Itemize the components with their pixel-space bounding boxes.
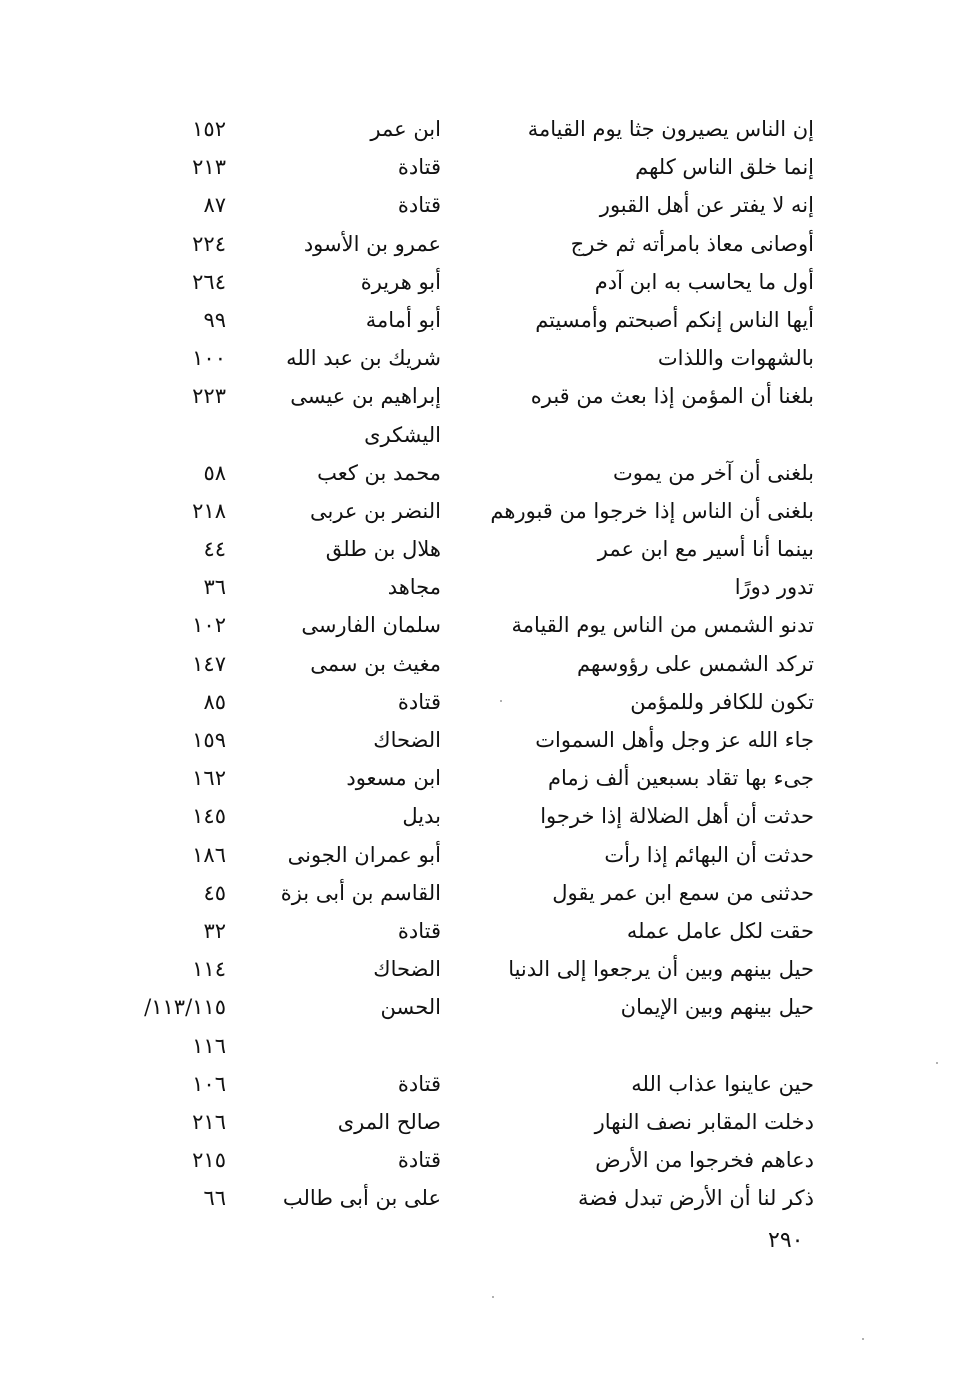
index-row (110, 416, 826, 454)
narrator-name: ابن عمر (370, 117, 441, 141)
page-reference: ١١٤ (192, 957, 226, 982)
hadith-opening-text: حقت لكل عامل عمله (626, 918, 814, 943)
index-row (110, 225, 826, 263)
hadith-opening-text: جىء بها تقاد بسبعين ألف زمام (547, 766, 814, 791)
narrator-name: القاسم بن أبى بزة (280, 880, 441, 905)
index-row (110, 186, 826, 224)
narrator-name: أبو هريرة (360, 269, 441, 294)
index-row (110, 1141, 826, 1179)
narrator-name: النضر بن عربى (309, 498, 441, 523)
hadith-opening-text: بلغنا أن المؤمن إذا بعث من قبره (530, 384, 814, 409)
hadith-opening-text: أول ما يحاسب به ابن آدم (594, 269, 814, 294)
index-row (110, 1103, 826, 1141)
hadith-opening-text: تركد الشمس على رؤوسهم (576, 651, 814, 676)
narrator-name: مغيث بن سمى (310, 651, 441, 676)
narrator-name: عمرو بن الأسود (303, 231, 441, 256)
page-reference: ٥٨ (203, 460, 226, 485)
index-row (110, 339, 826, 377)
index-row (110, 301, 826, 339)
index-row (110, 530, 826, 568)
index-row (110, 874, 826, 912)
index-row (110, 950, 826, 988)
hadith-opening-text: بينما أنا أسير مع ابن عمر (597, 537, 814, 562)
index-row (110, 683, 826, 721)
page-reference: ٤٤ (203, 537, 226, 562)
hadith-opening-text: حين عاينوا عذاب الله (631, 1071, 814, 1096)
page-reference: ٦٦ (203, 1186, 226, 1211)
narrator-name: اليشكرى (364, 422, 441, 447)
page-reference: ٢١٥ (192, 1148, 226, 1173)
page-reference: ٢١٨ (192, 498, 226, 523)
narrator-name: أبو عمران الجونى (287, 842, 441, 867)
index-row (110, 568, 826, 606)
hadith-opening-text: أيها الناس إنكم أصبحتم وأمسيتم (535, 307, 814, 332)
page-reference: ٢١٣ (192, 155, 226, 180)
hadith-opening-text: تكون للكافر وللمؤمن (630, 689, 814, 714)
index-row (110, 454, 826, 492)
index-row (110, 759, 826, 797)
narrator-name: هلال بن طلق (325, 537, 441, 562)
narrator-name: الضحاك (373, 728, 441, 752)
index-row (110, 836, 826, 874)
page-number: ٢٩٠ (768, 1228, 804, 1253)
narrator-name: الضحاك (373, 957, 441, 982)
narrator-name: صالح المرى (337, 1109, 441, 1134)
hadith-opening-text: حيل بينهم وبين أن يرجعوا إلى الدنيا (508, 957, 814, 982)
narrator-name: إبراهيم بن عيسى (290, 384, 441, 409)
hadith-opening-text: بلغنى أن آخر من يموت (613, 460, 814, 485)
index-row (110, 988, 826, 1026)
narrator-name: شريك بن عبد الله (286, 346, 441, 371)
page-reference: ١٠٢ (192, 613, 226, 638)
hadith-opening-text: جاء الله عز وجل وأهل السموات (535, 728, 814, 752)
narrator-name: على بن أبى طالب (282, 1186, 441, 1211)
page-reference: ٨٥ (203, 689, 226, 714)
narrator-name: قتادة (397, 689, 441, 714)
page-reference: ٩٩ (203, 307, 226, 332)
page-reference: ١١٦ (192, 1033, 226, 1058)
hadith-opening-text: إن الناس يصيرون جثا يوم القيامة (527, 117, 814, 141)
narrator-name: محمد بن كعب (317, 460, 441, 485)
hadith-opening-text: دخلت المقابر نصف النهار (594, 1109, 814, 1134)
narrator-name: مجاهد (387, 575, 441, 600)
page-reference: ١٤٧ (192, 651, 226, 676)
hadith-opening-text: حيل بينهم وبين الإيمان (620, 995, 814, 1020)
narrator-name: قتادة (397, 1071, 441, 1096)
page-reference: ١٨٦ (192, 842, 226, 867)
page-reference: ٤٥ (203, 880, 226, 905)
page-reference: ٢١٦ (192, 1109, 226, 1134)
index-row (110, 1027, 826, 1065)
page-reference: ١٦٢ (192, 766, 226, 791)
page-reference: ١٥٩ (192, 728, 226, 752)
page-reference: ٣٦ (203, 575, 226, 600)
index-row (110, 1065, 826, 1103)
narrator-name: قتادة (397, 1148, 441, 1173)
index-row (110, 377, 826, 415)
index-row (110, 912, 826, 950)
hadith-opening-text: حدثت أن البهائم إذا رأت (604, 842, 814, 867)
hadith-index-table (110, 110, 826, 1217)
page-reference: ١١٣/١١٥/ (144, 995, 226, 1020)
page-reference: ٢٢٤ (192, 231, 226, 256)
page-reference: ١٤٥ (192, 804, 226, 829)
scan-speck (936, 1062, 938, 1064)
index-row (110, 645, 826, 683)
narrator-name: بديل (402, 804, 441, 829)
narrator-name: الحسن (380, 995, 441, 1020)
narrator-name: قتادة (397, 193, 441, 218)
index-row (110, 1179, 826, 1217)
page-reference: ٨٧ (203, 193, 226, 218)
scan-speck (500, 700, 502, 702)
page-reference: ١٥٢ (192, 117, 226, 141)
index-row (110, 721, 826, 759)
hadith-opening-text: إنه لا يفتر عن أهل القبور (599, 193, 814, 218)
hadith-opening-text: حدثنى من سمع ابن عمر يقول (552, 880, 814, 905)
page-reference: ٢٦٤ (192, 269, 226, 294)
index-row (110, 263, 826, 301)
narrator-name: قتادة (397, 155, 441, 180)
hadith-opening-text: أوصانى معاذ بامرأته ثم خرج (570, 231, 814, 256)
page-reference: ٣٢ (203, 918, 226, 943)
page-reference: ١٠٠ (192, 346, 226, 371)
hadith-opening-text: تدنو الشمس من الناس يوم القيامة (511, 613, 814, 638)
scan-speck (862, 1338, 864, 1340)
index-row (110, 110, 826, 148)
scan-speck (492, 1296, 494, 1298)
page-reference: ١٠٦ (192, 1071, 226, 1096)
hadith-opening-text: ذكر لنا أن الأرض تبدل فضة (577, 1186, 814, 1211)
page-reference: ٢٢٣ (192, 384, 226, 409)
narrator-name: قتادة (397, 918, 441, 943)
hadith-opening-text: حدثت أن أهل الضلالة إذا خرجوا (540, 804, 814, 829)
index-row (110, 148, 826, 186)
hadith-opening-text: بلغنى أن الناس إذا خرجوا من قبورهم (490, 498, 814, 523)
hadith-opening-text: إنما خلق الناس كلهم (635, 155, 814, 180)
narrator-name: سلمان الفارسى (301, 613, 441, 638)
hadith-opening-text: تدور دورًا (734, 575, 814, 600)
index-row (110, 797, 826, 835)
narrator-name: أبو أمامة (365, 307, 441, 332)
narrator-name: ابن مسعود (346, 766, 441, 791)
index-row (110, 492, 826, 530)
index-row (110, 606, 826, 644)
hadith-opening-text: دعاهم فخرجوا من الأرض (595, 1148, 814, 1173)
hadith-opening-text: بالشهوات واللذات (657, 346, 814, 371)
